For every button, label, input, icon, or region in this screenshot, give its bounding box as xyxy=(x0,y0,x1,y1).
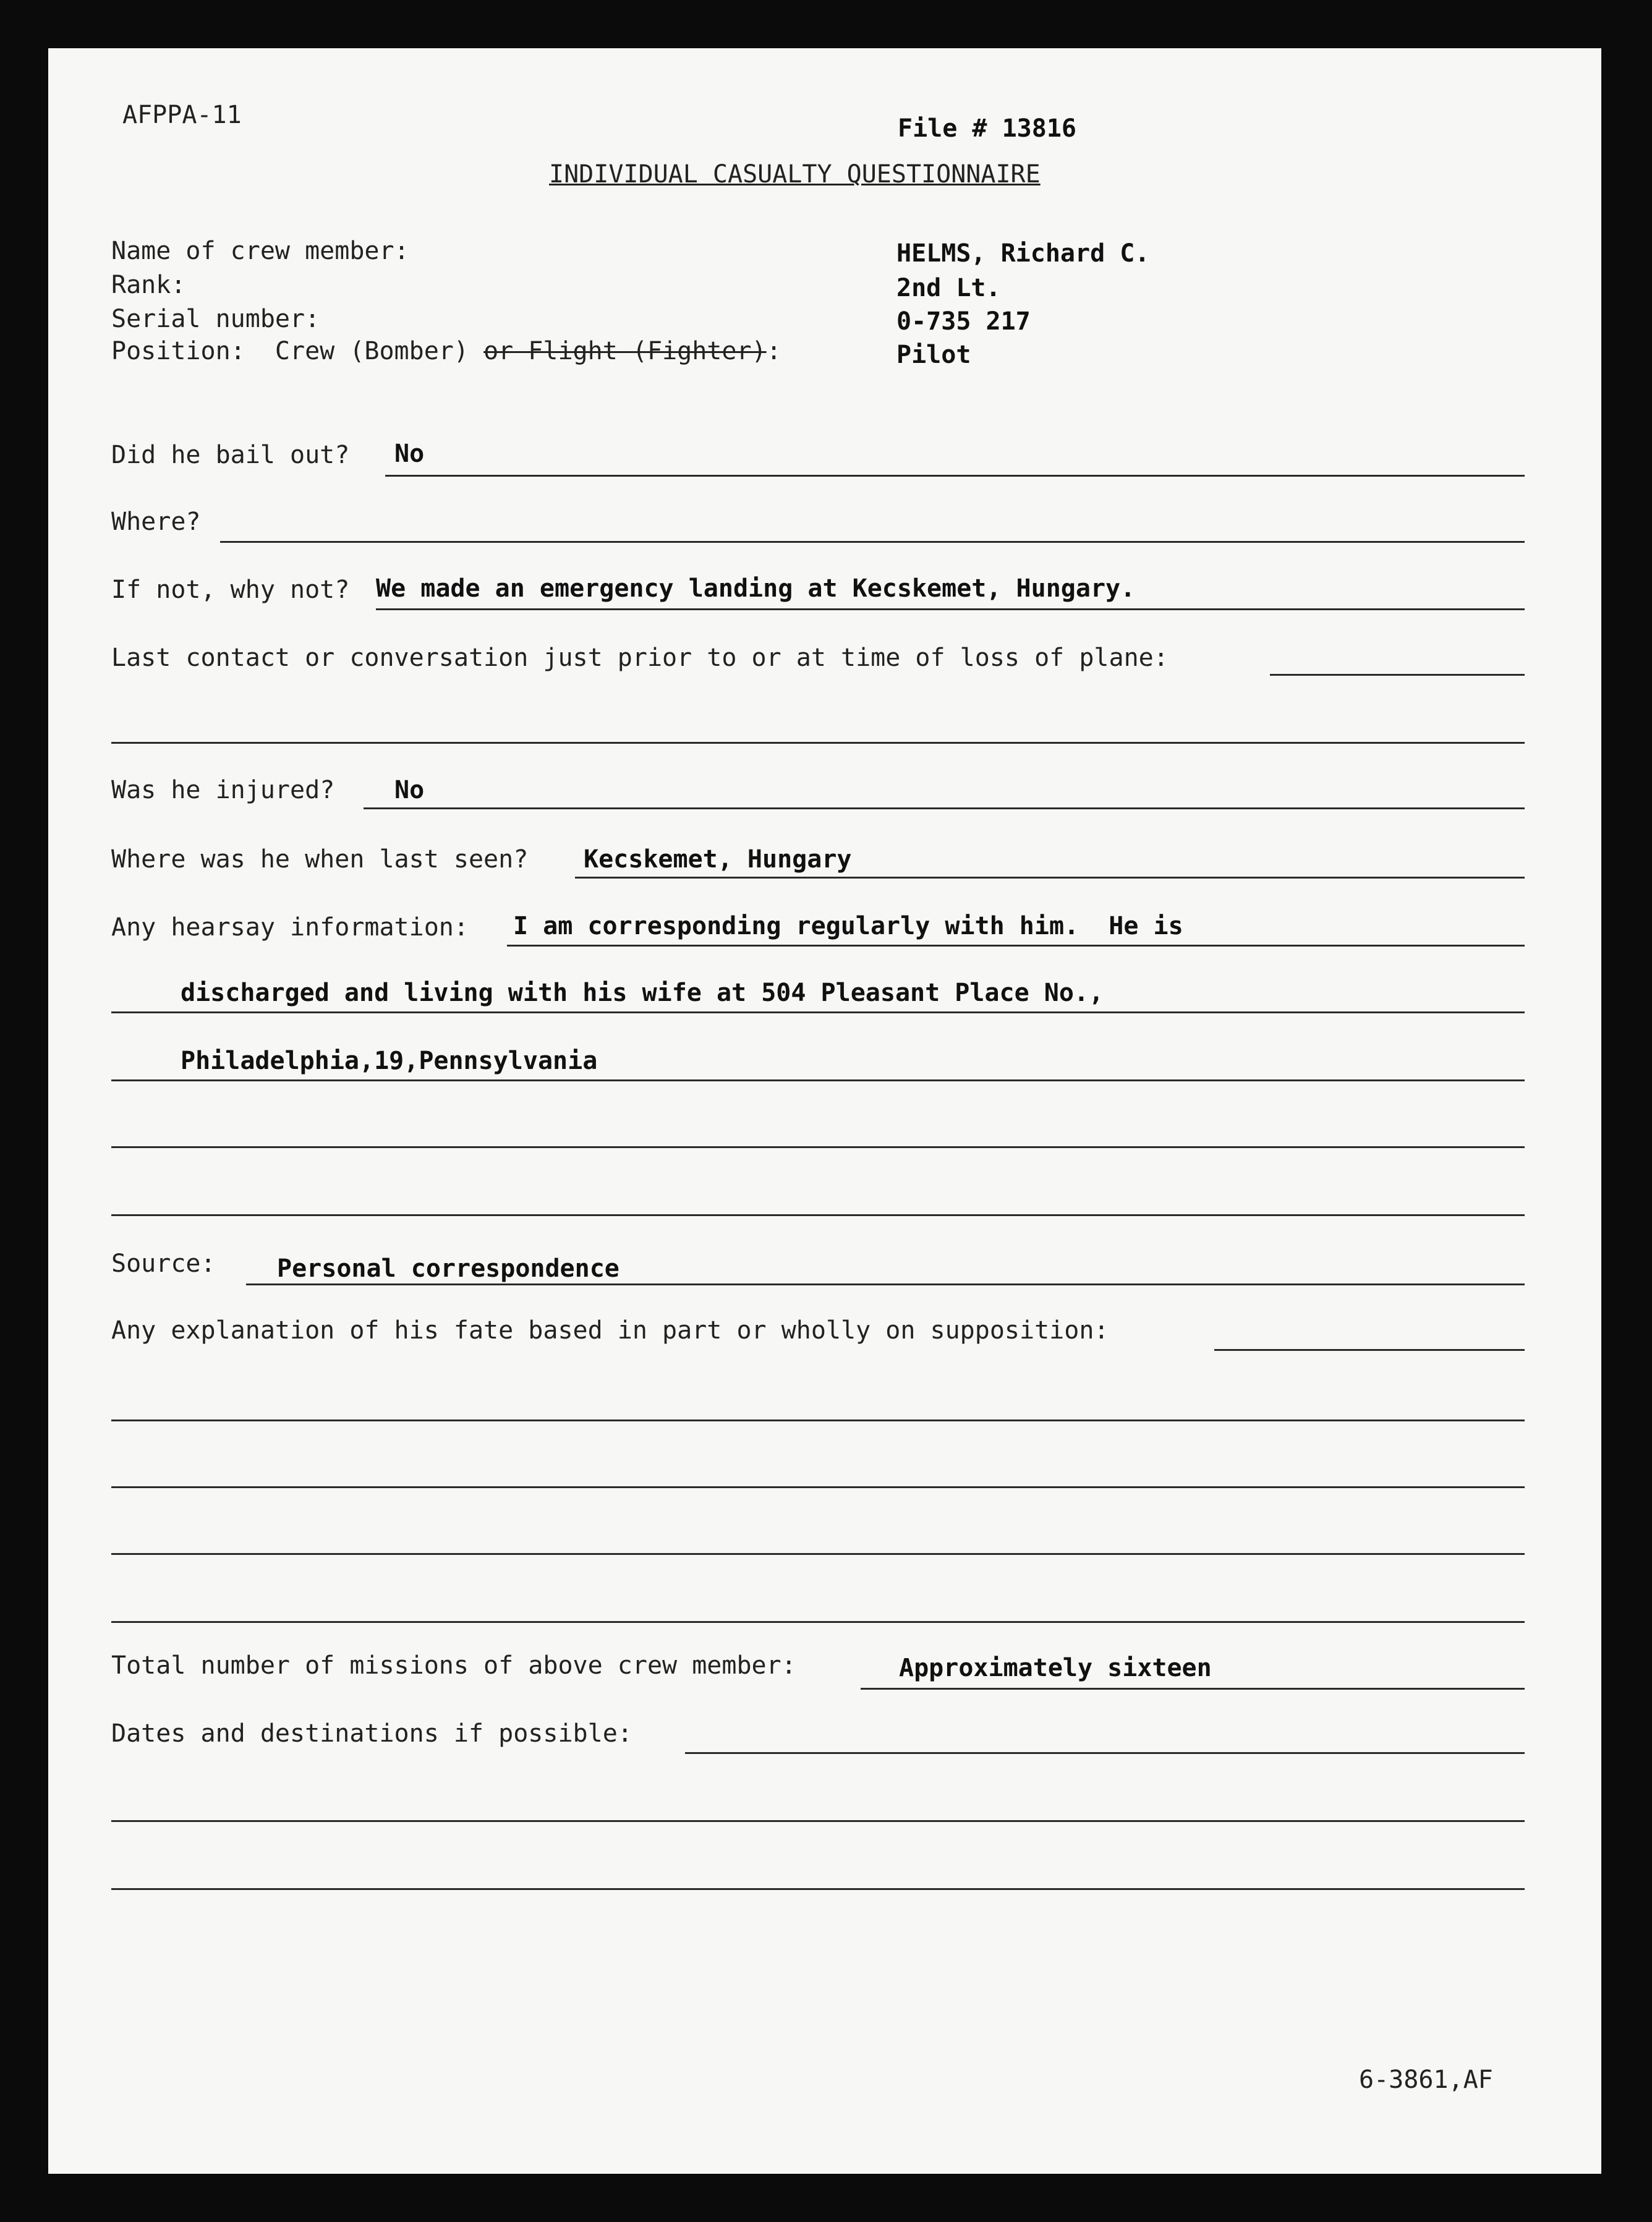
hearsay-line-3: Philadelphia,19,Pennsylvania xyxy=(181,1047,598,1075)
position-value: Pilot xyxy=(896,341,971,369)
source-line xyxy=(246,1283,1525,1285)
injured-line xyxy=(364,807,1525,809)
where-label: Where? xyxy=(111,508,201,536)
contact-line-1 xyxy=(1270,674,1525,676)
why-label: If not, why not? xyxy=(111,576,350,604)
explanation-line-2 xyxy=(111,1420,1525,1421)
explanation-line-3 xyxy=(111,1486,1525,1488)
dates-line-1 xyxy=(685,1752,1525,1754)
serial-value: 0-735 217 xyxy=(896,307,1031,336)
hearsay-line-2: discharged and living with his wife at 504 Pleasant Place No., xyxy=(181,979,1104,1007)
where-line xyxy=(220,541,1525,543)
seen-label: Where was he when last seen? xyxy=(111,845,529,874)
explanation-line-4 xyxy=(111,1553,1525,1555)
seen-line xyxy=(575,877,1525,879)
hearsay-rule-3 xyxy=(111,1079,1525,1081)
hearsay-rule-5 xyxy=(111,1214,1525,1216)
explanation-label: Any explanation of his fate based in part or wholly on supposition: xyxy=(111,1316,1109,1345)
rank-value: 2nd Lt. xyxy=(896,274,1001,302)
dates-line-3 xyxy=(111,1888,1525,1890)
form-title: INDIVIDUAL CASUALTY QUESTIONNAIRE xyxy=(549,160,1041,189)
hearsay-label: Any hearsay information: xyxy=(111,913,469,942)
seen-value: Kecskemet, Hungary xyxy=(584,845,852,874)
position-label: Position: Crew (Bomber) or Flight (Fighter): xyxy=(111,337,781,365)
bail-line xyxy=(385,475,1525,477)
dates-line-2 xyxy=(111,1820,1525,1822)
why-value: We made an emergency landing at Kecskemet, Hungary. xyxy=(376,574,1136,603)
missions-value: Approximately sixteen xyxy=(899,1654,1212,1682)
missions-line xyxy=(861,1688,1525,1690)
name-label: Name of crew member: xyxy=(111,237,409,265)
explanation-line-5 xyxy=(111,1621,1525,1623)
rank-label: Rank: xyxy=(111,271,186,299)
name-value: HELMS, Richard C. xyxy=(896,239,1150,268)
why-line xyxy=(376,608,1525,610)
hearsay-line-1: I am corresponding regularly with him. He is xyxy=(513,912,1183,940)
hearsay-rule-2 xyxy=(111,1011,1525,1013)
explanation-line-1 xyxy=(1214,1349,1525,1351)
source-value: Personal correspondence xyxy=(277,1254,620,1283)
form-number: 6-3861,AF xyxy=(1359,2066,1493,2094)
bail-value: No xyxy=(394,440,425,468)
bail-label: Did he bail out? xyxy=(111,441,350,469)
form-code: AFPPA-11 xyxy=(122,101,242,129)
serial-label: Serial number: xyxy=(111,305,320,333)
questionnaire-sheet xyxy=(48,48,1601,2174)
dates-label: Dates and destinations if possible: xyxy=(111,1719,632,1748)
injured-label: Was he injured? xyxy=(111,776,335,804)
source-label: Source: xyxy=(111,1249,216,1278)
position-struck-text: or Flight (Fighter) xyxy=(483,337,767,365)
contact-line-2 xyxy=(111,742,1525,744)
hearsay-rule-4 xyxy=(111,1146,1525,1148)
missions-label: Total number of missions of above crew member: xyxy=(111,1651,796,1680)
hearsay-rule-1 xyxy=(507,945,1525,947)
injured-value: No xyxy=(394,776,425,804)
contact-label: Last contact or conversation just prior to or at time of loss of plane: xyxy=(111,644,1169,672)
file-number: File # 13816 xyxy=(898,114,1076,143)
